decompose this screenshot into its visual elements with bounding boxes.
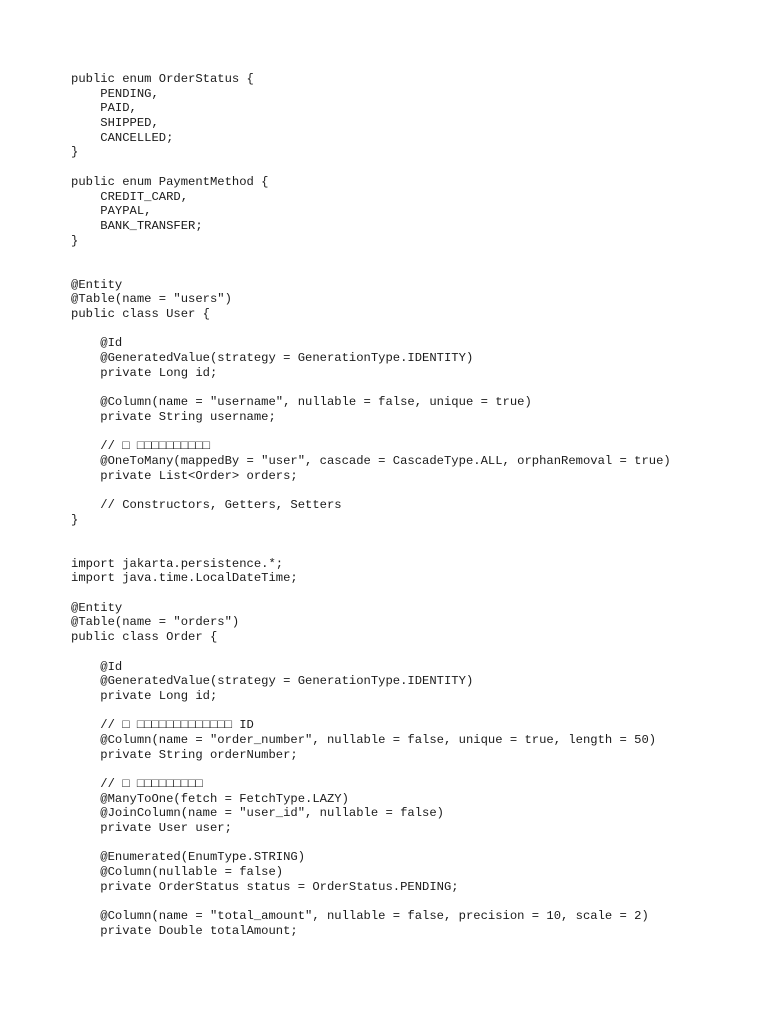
blank-line [71, 762, 751, 777]
code-line: private User user; [71, 821, 232, 836]
code-line: @Table(name = "users") [71, 292, 232, 307]
code-line: @OneToMany(mappedBy = "user", cascade = CascadeType.ALL, orphanRemoval = true) [71, 453, 671, 468]
blank-line [71, 263, 751, 278]
blank-line [71, 380, 751, 395]
code-line: @Entity [71, 600, 123, 615]
code-line: private List<Order> orders; [71, 468, 298, 483]
code-line: CANCELLED; [71, 130, 174, 145]
code-line: @JoinColumn(name = "user_id", nullable = false) [71, 806, 444, 821]
code-line: } [71, 512, 79, 527]
blank-line [71, 527, 751, 542]
code-line: @Entity [71, 277, 123, 292]
code-line: private OrderStatus status = OrderStatus.PENDING; [71, 879, 459, 894]
blank-line [71, 542, 751, 557]
blank-line [71, 836, 751, 851]
blank-line [71, 645, 751, 660]
code-line: public enum PaymentMethod { [71, 174, 269, 189]
code-line: PENDING, [71, 86, 159, 101]
blank-line [71, 483, 751, 498]
blank-line [71, 586, 751, 601]
code-line: BANK_TRANSFER; [71, 218, 203, 233]
code-line: } [71, 233, 79, 248]
code-line: SHIPPED, [71, 116, 159, 131]
code-line: // □ □□□□□□□□□□ [71, 439, 210, 454]
code-line: @GeneratedValue(strategy = GenerationType.IDENTITY) [71, 674, 474, 689]
code-line: import jakarta.persistence.*; [71, 556, 284, 571]
code-line: public class Order { [71, 630, 218, 645]
code-line: public enum OrderStatus { [71, 72, 254, 86]
code-line: import java.time.LocalDateTime; [71, 571, 298, 586]
code-line: @GeneratedValue(strategy = GenerationType.IDENTITY) [71, 351, 474, 366]
code-line: @Column(name = "total_amount", nullable = false, precision = 10, scale = 2) [71, 909, 649, 924]
code-line: // Constructors, Getters, Setters [71, 497, 342, 512]
code-line: @Column(name = "username", nullable = false, unique = true) [71, 395, 532, 410]
blank-line [71, 425, 751, 440]
document-page [71, 72, 751, 939]
code-line: } [71, 145, 79, 160]
code-line: @ManyToOne(fetch = FetchType.LAZY) [71, 791, 349, 806]
code-line: @Id [71, 659, 123, 674]
code-line: CREDIT_CARD, [71, 189, 189, 204]
blank-line [71, 895, 751, 910]
code-line: // □ □□□□□□□□□□□□□ ID [71, 718, 254, 733]
code-line: PAID, [71, 101, 137, 116]
code-block [71, 72, 751, 939]
code-line: @Table(name = "orders") [71, 615, 240, 630]
blank-line [71, 248, 751, 263]
code-line: private Long id; [71, 688, 218, 703]
blank-line [71, 322, 751, 337]
code-line: private Long id; [71, 365, 218, 380]
code-line: PAYPAL, [71, 204, 152, 219]
code-line: // □ □□□□□□□□□ [71, 777, 203, 791]
code-line: private String orderNumber; [71, 747, 298, 762]
code-line: private Double totalAmount; [71, 923, 298, 938]
blank-line [71, 704, 751, 719]
code-line: @Id [71, 336, 123, 351]
code-line: public class User { [71, 307, 210, 321]
code-line: @Enumerated(EnumType.STRING) [71, 850, 306, 865]
code-line: @Column(name = "order_number", nullable = false, unique = true, length = 50) [71, 732, 657, 747]
blank-line [71, 160, 751, 175]
code-line: @Column(nullable = false) [71, 865, 284, 880]
code-line: private String username; [71, 409, 276, 424]
